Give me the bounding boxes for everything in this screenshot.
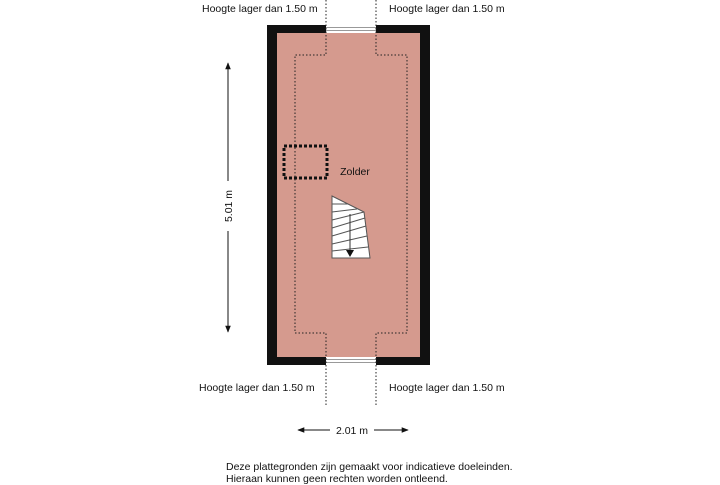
height-note-top-left: Hoogte lager dan 1.50 m — [202, 3, 318, 15]
horizontal-dimension — [298, 425, 408, 437]
disclaimer-line-2: Hieraan kunnen geen rechten worden ontleend. — [226, 473, 448, 485]
horizontal-dimension-label: 2.01 m — [335, 425, 369, 437]
vertical-dimension — [223, 63, 235, 332]
height-note-top-right: Hoogte lager dan 1.50 m — [389, 3, 505, 15]
vertical-dimension-label: 5.01 m — [223, 189, 235, 223]
height-note-bottom-left: Hoogte lager dan 1.50 m — [199, 382, 315, 394]
disclaimer-line-1: Deze plattegronden zijn gemaakt voor indicatieve doeleinden. — [226, 461, 513, 473]
height-note-bottom-right: Hoogte lager dan 1.50 m — [389, 382, 505, 394]
room-floor — [277, 33, 420, 357]
window-top — [326, 25, 376, 33]
room-label: Zolder — [340, 166, 370, 178]
window-bottom — [326, 357, 376, 365]
